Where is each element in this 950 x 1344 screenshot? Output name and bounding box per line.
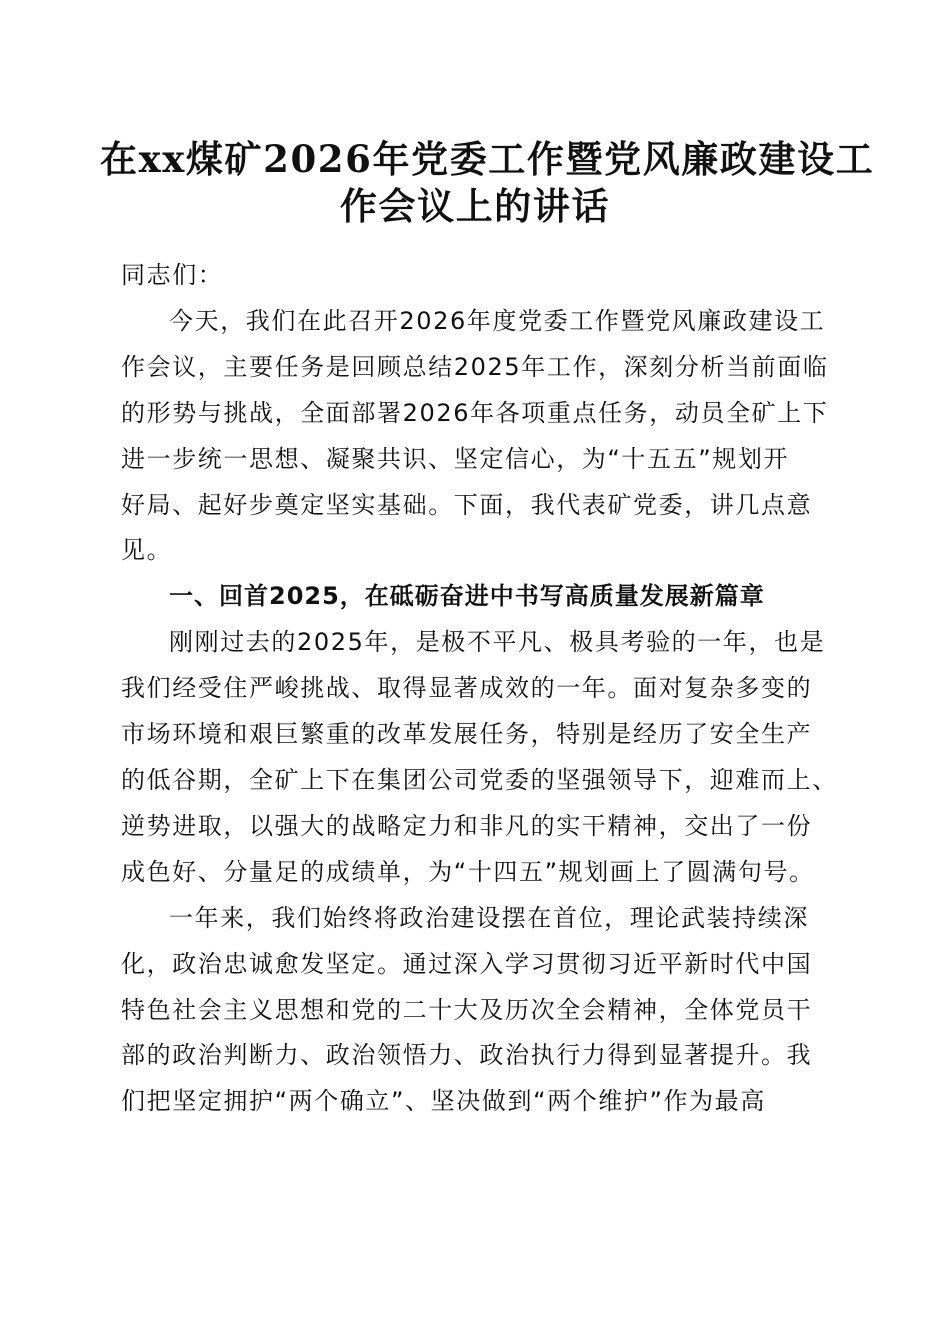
paragraph-political xyxy=(121,896,833,1126)
paragraph-line: 刚刚过去的2025年，是极不平凡、极具考验的一年，也是 xyxy=(169,628,826,657)
document-title xyxy=(100,136,875,230)
paragraph-line: 成色好、分量足的成绩单，为“十四五”规划画上了圆满句号。 xyxy=(121,857,815,886)
section-heading xyxy=(121,574,833,620)
paragraph-line: 们把坚定拥护“两个确立”、坚决做到“两个维护”作为最高 xyxy=(121,1087,766,1116)
paragraph-line: 作会议，主要任务是回顾总结2025年工作，深刻分析当前面临 xyxy=(121,352,829,381)
document-body xyxy=(121,253,838,1125)
paragraph-line: 市场环境和艰巨繁重的改革发展任务，特别是经历了安全生产 xyxy=(121,720,813,749)
paragraph-line: 部的政治判断力、政治领悟力、政治执行力得到显著提升。我 xyxy=(121,1041,813,1070)
paragraph-line: 一年来，我们始终将政治建设摆在首位，理论武装持续深 xyxy=(169,903,809,932)
paragraph-line: 特色社会主义思想和党的二十大及历次全会精神，全体党员干 xyxy=(121,995,813,1024)
title-line: 在xx煤矿2026年党委工作暨党风廉政建设工 xyxy=(100,137,875,181)
paragraph-line: 见。 xyxy=(121,536,173,565)
paragraph-line: 今天，我们在此召开2026年度党委工作暨党风廉政建设工 xyxy=(169,306,826,335)
paragraph-line: 逆势进取，以强大的战略定力和非凡的实干精神，交出了一份 xyxy=(121,811,813,840)
paragraph-line: 我们经受住严峻挑战、取得显著成效的一年。面对复杂多变的 xyxy=(121,674,813,703)
salutation xyxy=(121,253,833,299)
section-heading-text: 一、回首2025，在砥砺奋进中书写高质量发展新篇章 xyxy=(169,582,765,611)
paragraph-intro xyxy=(121,299,833,574)
salutation-text: 同志们： xyxy=(121,261,224,289)
paragraph-line: 的形势与挑战，全面部署2026年各项重点任务，动员全矿上下 xyxy=(121,398,829,427)
paragraph-line: 的低谷期，全矿上下在集团公司党委的坚强领导下，迎难而上、 xyxy=(121,765,838,794)
paragraph-line: 化，政治忠诚愈发坚定。通过深入学习贯彻习近平新时代中国 xyxy=(121,949,813,978)
paragraph-line: 进一步统一思想、凝聚共识、坚定信心，为“十五五”规划开 xyxy=(121,444,790,473)
title-line: 作会议上的讲话 xyxy=(339,184,611,228)
paragraph-review xyxy=(121,620,838,895)
paragraph-line: 好局、起好步奠定坚实基础。下面，我代表矿党委，讲几点意 xyxy=(121,490,813,519)
